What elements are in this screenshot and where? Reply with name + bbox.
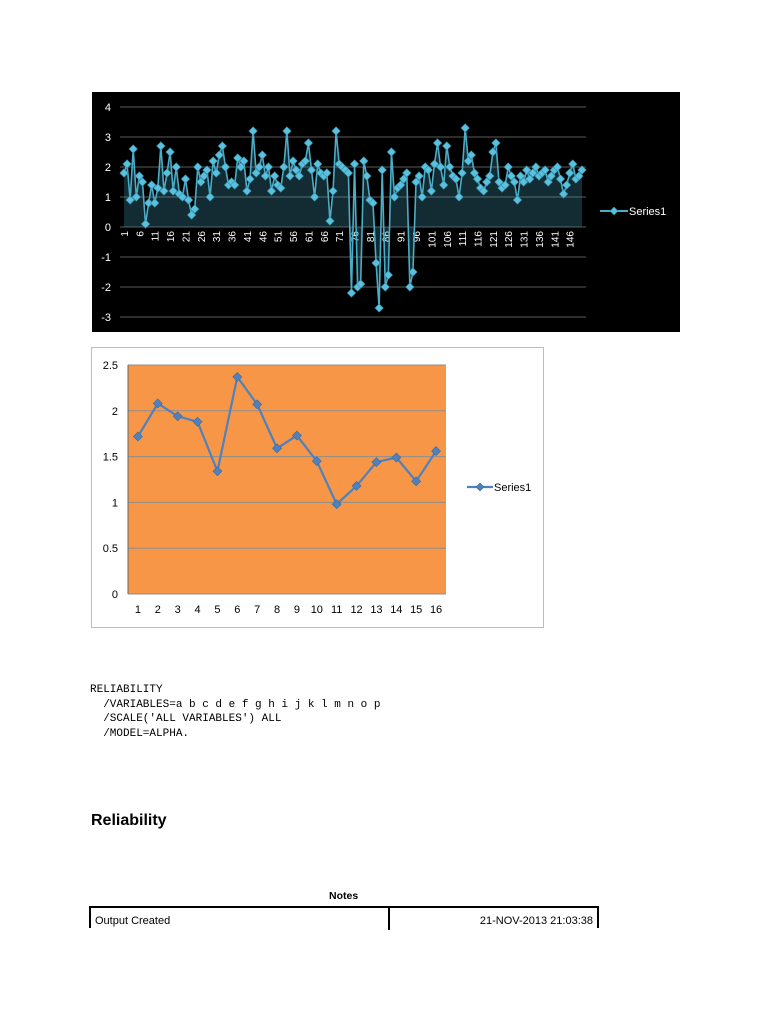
x-tick-label: 14 xyxy=(390,604,403,616)
x-tick-label: 141 xyxy=(550,231,562,248)
data-point xyxy=(332,127,340,135)
x-tick-label: 41 xyxy=(242,231,254,243)
data-point xyxy=(387,148,395,156)
x-tick-label: 46 xyxy=(258,231,270,243)
legend-label: Series1 xyxy=(629,206,667,218)
data-point xyxy=(443,142,451,150)
legend-marker xyxy=(476,483,484,491)
x-tick-label: 1 xyxy=(134,604,141,616)
y-tick-label: 0 xyxy=(111,589,118,601)
x-tick-label: 21 xyxy=(181,231,193,243)
chart-svg xyxy=(92,348,543,627)
x-tick-label: 2 xyxy=(154,604,161,616)
data-point xyxy=(218,142,226,150)
x-tick-label: 146 xyxy=(565,231,577,248)
y-tick-label: 1.5 xyxy=(102,451,118,464)
chart-svg xyxy=(92,92,680,332)
data-point xyxy=(172,163,180,171)
legend-marker xyxy=(610,207,618,215)
notes-title: Notes xyxy=(329,890,359,902)
data-point xyxy=(360,157,368,165)
x-tick-label: 101 xyxy=(427,231,439,248)
y-tick-label: -3 xyxy=(101,312,111,324)
data-point xyxy=(289,157,297,165)
y-tick-label: -2 xyxy=(101,282,111,294)
chart-series1-dark xyxy=(92,92,680,332)
x-tick-label: 111 xyxy=(458,231,470,247)
x-tick-label: 126 xyxy=(504,231,516,248)
y-tick-label: 2.5 xyxy=(102,360,118,372)
x-tick-label: 15 xyxy=(410,604,423,616)
y-tick-label: 2 xyxy=(104,162,111,174)
x-tick-label: 7 xyxy=(254,604,261,616)
x-tick-label: 16 xyxy=(429,604,443,616)
x-tick-label: 51 xyxy=(273,231,285,243)
x-tick-label: 9 xyxy=(293,604,300,616)
data-point xyxy=(270,172,278,180)
y-tick-label: 2 xyxy=(111,405,118,418)
x-tick-label: 96 xyxy=(412,231,424,243)
legend-label: Series1 xyxy=(494,482,532,494)
x-tick-label: 131 xyxy=(519,231,531,248)
x-tick-label: 71 xyxy=(335,231,347,243)
x-tick-label: 8 xyxy=(274,604,281,616)
data-point xyxy=(461,124,469,132)
x-tick-label: 13 xyxy=(370,604,383,616)
x-tick-label: 10 xyxy=(310,604,323,616)
data-point xyxy=(375,304,383,312)
data-point xyxy=(209,157,217,165)
data-point xyxy=(304,139,312,147)
x-tick-label: 4 xyxy=(194,604,201,616)
x-tick-label: 36 xyxy=(227,231,239,243)
y-tick-label: 0 xyxy=(104,222,111,234)
x-tick-label: 6 xyxy=(234,604,241,616)
data-point xyxy=(249,127,257,135)
table-divider xyxy=(388,908,390,930)
data-point xyxy=(347,289,355,297)
data-point xyxy=(181,175,189,183)
x-tick-label: 31 xyxy=(212,231,224,243)
x-tick-label: 12 xyxy=(350,604,363,616)
chart-series1-orange xyxy=(91,347,544,628)
data-point xyxy=(433,139,441,147)
x-tick-label: 121 xyxy=(488,231,500,248)
x-tick-label: 136 xyxy=(534,231,546,248)
data-point xyxy=(194,163,202,171)
y-tick-label: -1 xyxy=(101,252,111,264)
data-point xyxy=(157,142,165,150)
syntax-block: RELIABILITY /VARIABLES=a b c d e f g h i j k l m n o p /SCALE('ALL VARIABLES') ALL /MODEL=ALPHA. xyxy=(90,684,381,740)
x-tick-label: 66 xyxy=(319,231,331,243)
data-point xyxy=(492,139,500,147)
x-tick-label: 86 xyxy=(381,231,393,243)
x-tick-label: 16 xyxy=(166,231,178,243)
x-tick-label: 91 xyxy=(396,231,408,243)
notes-row-label: Output Created xyxy=(95,915,171,927)
x-tick-label: 61 xyxy=(304,231,316,243)
y-tick-label: 4 xyxy=(104,102,111,114)
x-tick-label: 26 xyxy=(196,231,208,243)
x-tick-label: 1 xyxy=(120,231,131,237)
data-point xyxy=(504,163,512,171)
notes-table xyxy=(89,906,599,928)
data-point xyxy=(166,148,174,156)
plot-area xyxy=(128,365,446,594)
x-tick-label: 81 xyxy=(365,231,377,243)
section-heading: Reliability xyxy=(91,812,167,829)
data-point xyxy=(406,283,414,291)
x-tick-label: 76 xyxy=(350,231,362,243)
y-tick-label: 3 xyxy=(104,132,111,144)
x-tick-label: 56 xyxy=(289,231,301,243)
data-point xyxy=(264,163,272,171)
y-tick-label: 0.5 xyxy=(102,543,118,556)
data-point xyxy=(129,145,137,153)
data-point xyxy=(258,151,266,159)
x-tick-label: 3 xyxy=(174,604,181,616)
data-point xyxy=(381,283,389,291)
notes-row-value: 21-NOV-2013 21:03:38 xyxy=(479,915,593,927)
x-tick-label: 106 xyxy=(442,231,454,248)
x-tick-label: 11 xyxy=(330,604,343,616)
x-tick-label: 11 xyxy=(150,231,162,242)
y-tick-label: 1 xyxy=(104,192,111,204)
y-tick-label: 1 xyxy=(111,497,118,510)
x-tick-label: 116 xyxy=(473,231,485,247)
x-tick-label: 6 xyxy=(135,231,147,237)
x-tick-label: 5 xyxy=(214,604,221,616)
data-point xyxy=(283,127,291,135)
